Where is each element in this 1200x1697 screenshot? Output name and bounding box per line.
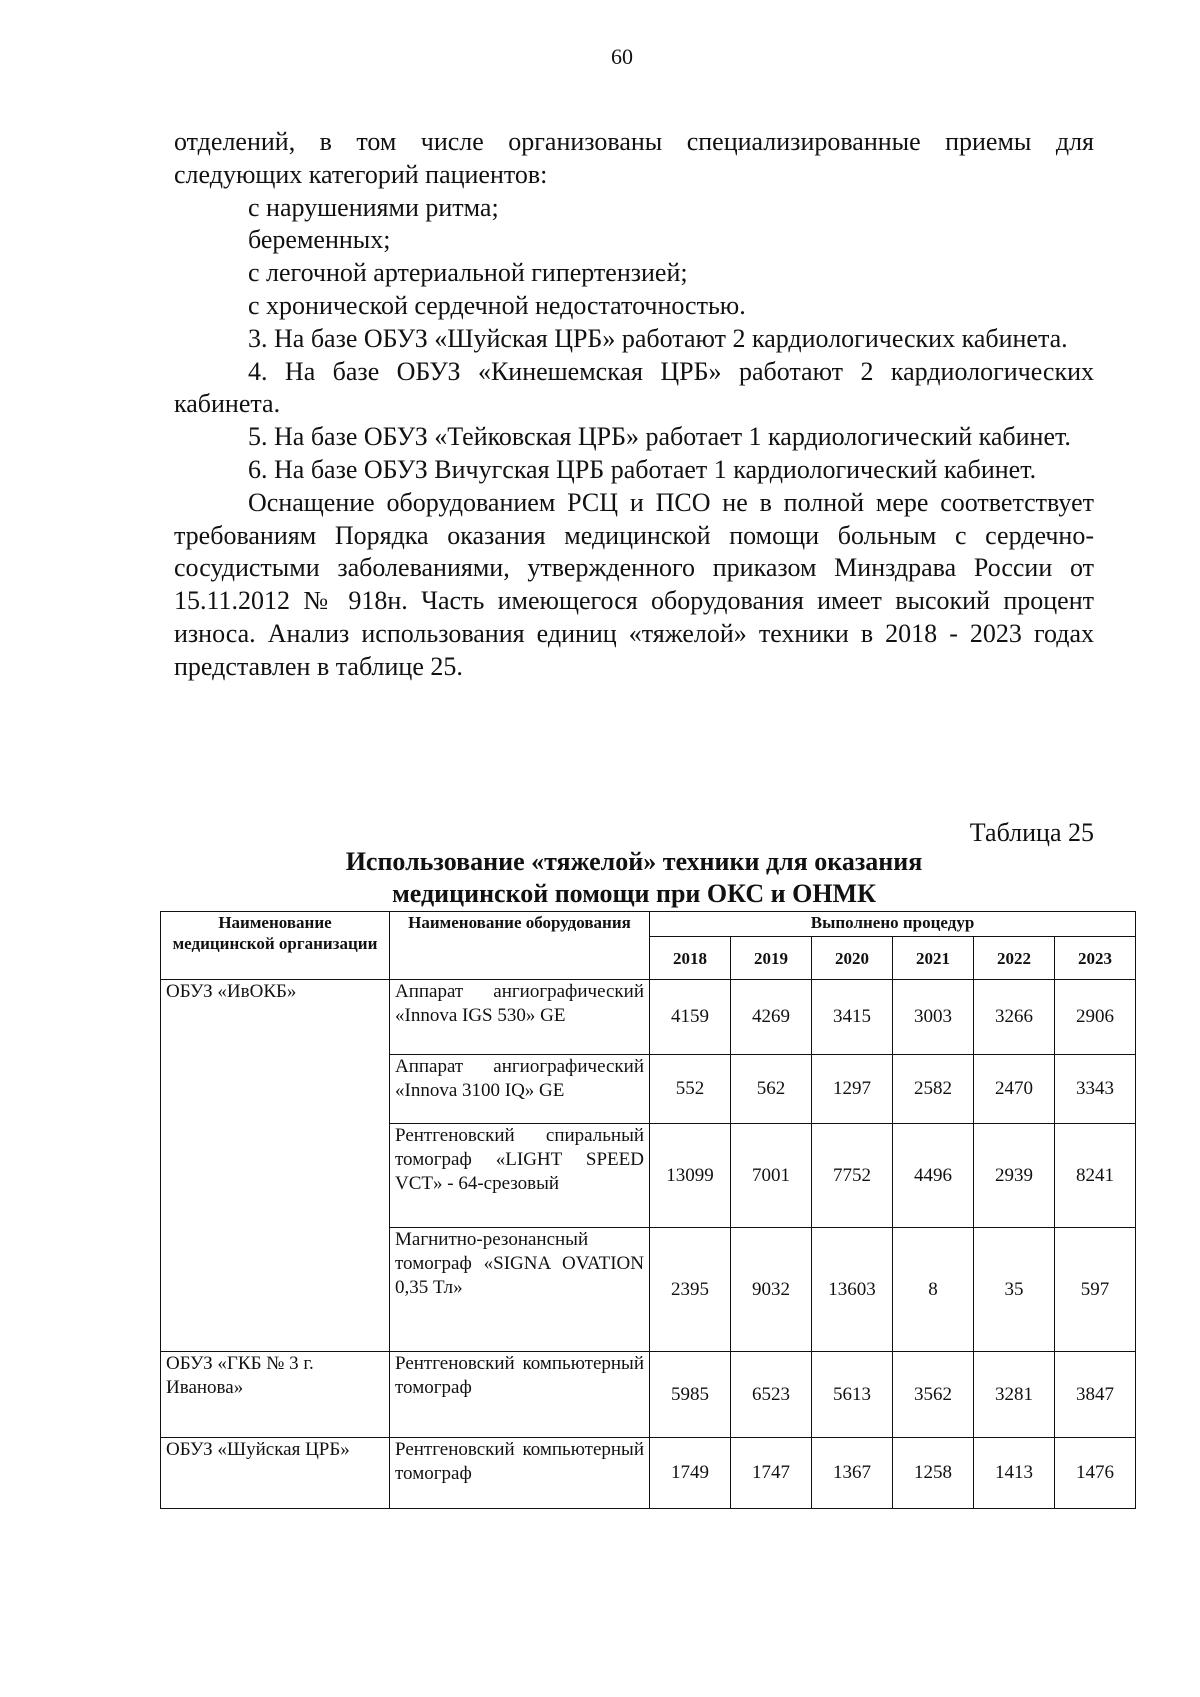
value-cell: 1476 <box>1055 1438 1136 1509</box>
value-cell: 9032 <box>731 1228 812 1352</box>
header-year: 2023 <box>1055 937 1136 980</box>
paragraph: Оснащение оборудованием РСЦ и ПСО не в полной мере соответствует требованиям Порядка оказания медицинской помощи больным с сердечно-сосудистыми заболеваниями, утвержденного приказом Минздрава России от 15.11.2012 № 918н. Часть имеющегося оборудования имеет высокий процент износа. Анализ использования единиц «тяжелой» техники в 2018 - 2023 годах представлен в таблице 25. <box>174 487 1094 681</box>
value-cell: 2906 <box>1055 980 1136 1055</box>
paragraph: 4. На базе ОБУЗ «Кинешемская ЦРБ» работают 2 кардиологических кабинета. <box>174 356 1094 419</box>
table-label: Таблица 25 <box>969 818 1094 847</box>
value-cell: 3003 <box>893 980 974 1055</box>
equipment-cell: Магнитно-резонансный томограф «SIGNA OVATION 0,35 Тл» <box>390 1228 650 1352</box>
equipment-table <box>160 911 1136 1509</box>
table-row <box>161 980 1136 1055</box>
value-cell: 1413 <box>974 1438 1055 1509</box>
value-cell: 7001 <box>731 1124 812 1228</box>
value-cell: 2395 <box>650 1228 731 1352</box>
value-cell: 3415 <box>812 980 893 1055</box>
list-item: с хронической сердечной недостаточностью. <box>248 290 746 320</box>
header-year: 2022 <box>974 937 1055 980</box>
header-equipment: Наименование оборудования <box>390 912 650 980</box>
list-item: с нарушениями ритма; <box>248 192 499 222</box>
paragraph-line: следующих категорий пациентов: <box>174 159 548 189</box>
header-year: 2021 <box>893 937 974 980</box>
value-cell: 1297 <box>812 1055 893 1124</box>
body-text <box>174 126 1094 684</box>
value-cell: 3562 <box>893 1352 974 1438</box>
header-year: 2019 <box>731 937 812 980</box>
value-cell: 5613 <box>812 1352 893 1438</box>
table-title-line: медицинской помощи при ОКС и ОНМК <box>392 879 876 908</box>
value-cell: 3343 <box>1055 1055 1136 1124</box>
value-cell: 8241 <box>1055 1124 1136 1228</box>
value-cell: 4269 <box>731 980 812 1055</box>
value-cell: 4496 <box>893 1124 974 1228</box>
page-number: 60 <box>611 44 633 69</box>
value-cell: 1258 <box>893 1438 974 1509</box>
equipment-cell: Аппарат ангиографический «Innova 3100 IQ» GE <box>390 1055 650 1124</box>
equipment-cell: Аппарат ангиографический «Innova IGS 530» GE <box>390 980 650 1055</box>
value-cell: 35 <box>974 1228 1055 1352</box>
equipment-cell: Рентгеновский компьютерный томограф <box>390 1438 650 1509</box>
list-item: с легочной артериальной гипертензией; <box>248 258 688 288</box>
value-cell: 1749 <box>650 1438 731 1509</box>
paragraph: 5. На базе ОБУЗ «Тейковская ЦРБ» работает 1 кардиологический кабинет. <box>248 422 1071 452</box>
paragraph: 3. На базе ОБУЗ «Шуйская ЦРБ» работают 2 кардиологических кабинета. <box>248 323 1068 353</box>
value-cell: 2470 <box>974 1055 1055 1124</box>
paragraph-line: отделений, в том числе организованы специализированные приемы для <box>174 127 1094 156</box>
paragraph: 6. На базе ОБУЗ Вичугская ЦРБ работает 1 кардиологический кабинет. <box>248 454 1037 484</box>
value-cell: 6523 <box>731 1352 812 1438</box>
value-cell: 1367 <box>812 1438 893 1509</box>
value-cell: 8 <box>893 1228 974 1352</box>
value-cell: 3266 <box>974 980 1055 1055</box>
value-cell: 13099 <box>650 1124 731 1228</box>
equipment-cell: Рентгеновский спиральный томограф «LIGHT SPEED VCT» - 64-срезовый <box>390 1124 650 1228</box>
value-cell: 597 <box>1055 1228 1136 1352</box>
header-procedures: Выполнено процедур <box>650 912 1136 937</box>
org-cell: ОБУЗ «ГКБ № 3 г. Иванова» <box>161 1352 390 1438</box>
value-cell: 552 <box>650 1055 731 1124</box>
value-cell: 3281 <box>974 1352 1055 1438</box>
value-cell: 7752 <box>812 1124 893 1228</box>
value-cell: 13603 <box>812 1228 893 1352</box>
table-title <box>174 846 1094 910</box>
header-org: Наименование медицинской организации <box>161 912 390 980</box>
list-item: беременных; <box>248 225 391 255</box>
value-cell: 2939 <box>974 1124 1055 1228</box>
value-cell: 5985 <box>650 1352 731 1438</box>
header-year: 2020 <box>812 937 893 980</box>
org-cell: ОБУЗ «ИвОКБ» <box>161 980 390 1352</box>
org-cell: ОБУЗ «Шуйская ЦРБ» <box>161 1438 390 1509</box>
value-cell: 562 <box>731 1055 812 1124</box>
equipment-cell: Рентгеновский компьютерный томограф <box>390 1352 650 1438</box>
value-cell: 4159 <box>650 980 731 1055</box>
header-year: 2018 <box>650 937 731 980</box>
value-cell: 3847 <box>1055 1352 1136 1438</box>
table-row <box>161 1438 1136 1509</box>
value-cell: 1747 <box>731 1438 812 1509</box>
value-cell: 2582 <box>893 1055 974 1124</box>
table-title-line: Использование «тяжелой» техники для оказания <box>345 847 923 876</box>
table-row <box>161 1352 1136 1438</box>
